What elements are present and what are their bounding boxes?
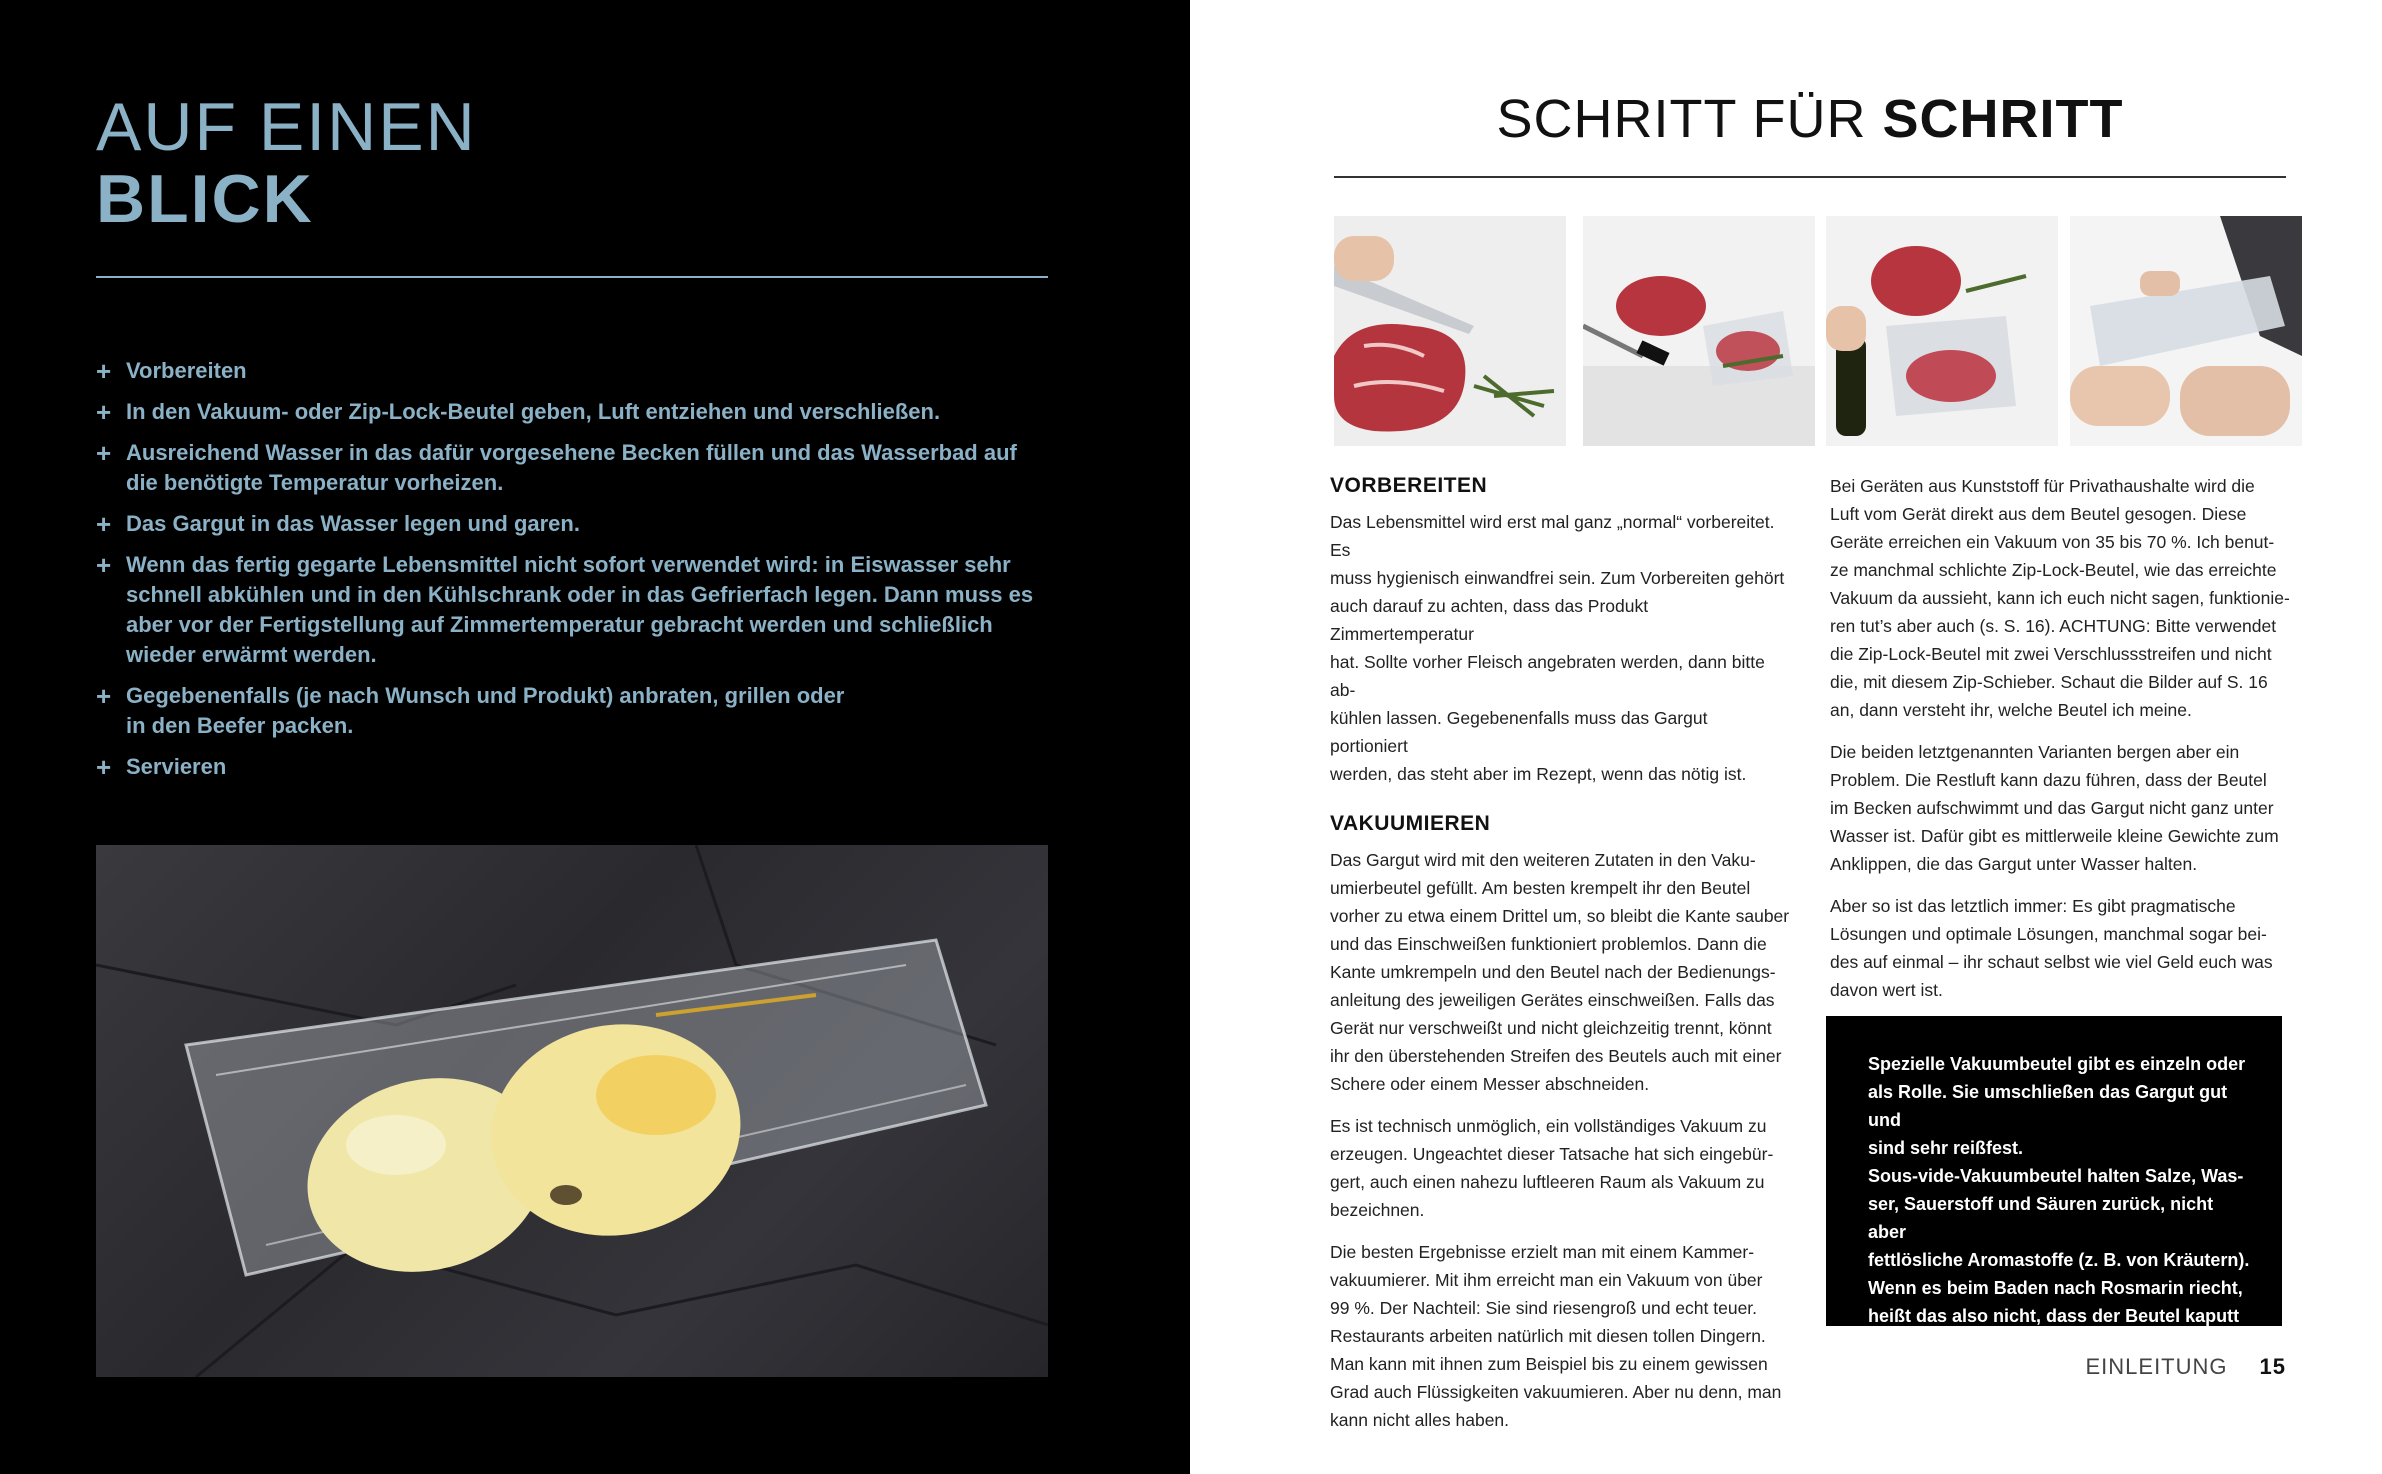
section-name: EINLEITUNG (2085, 1354, 2228, 1379)
text-column-2 (1830, 472, 2290, 1018)
steps-summary-list (96, 356, 1056, 793)
text-column-1 (1330, 472, 1790, 1448)
paragraph: Es ist technisch unmöglich, ein vollständiges Vakuum zu erzeugen. Ungeachtet dieser Tatsache hat sich eingebür- gert, auch einen nahezu luftleeren Raum als Vakuum zu bezeichnen. (1330, 1116, 1774, 1220)
left-page (0, 0, 1190, 1474)
summary-item: + Das Gargut in das Wasser legen und garen. (96, 509, 580, 539)
heading-vorbereiten: VORBEREITEN (1330, 474, 1488, 497)
summary-item: + Gegebenenfalls (je nach Wunsch und Produkt) anbraten, grillen oder in den Beefer packen. (96, 681, 845, 738)
plus-icon: + (96, 509, 112, 539)
plus-icon: + (96, 438, 112, 468)
paragraph: Die beiden letztgenannten Varianten bergen aber ein Problem. Die Restluft kann dazu führen, dass der Beutel im Becken aufschwimmt und das Gargut nicht ganz unter Wasser ist. Dafür gibt es mittlerweile kleine Gewichte zum Anklippen, die das Gargut unter Wasser halten. (1830, 742, 2279, 874)
paragraph: Die besten Ergebnisse erzielt man mit einem Kammer- vakuumierer. Mit ihm erreicht man ein Vakuum von über 99 %. Der Nachteil: Sie sind riesengroß und echt teuer. Restaurants arbeiten natürlich mit diesen tollen Dingern. Man kann mit ihnen zum Beispiel bis zu einem gewissen Grad auch Flüssigkeiten vakuumieren. Aber nu denn, man kann nicht alles haben. (1330, 1242, 1782, 1430)
step-photo-adding-oil (1826, 216, 2058, 446)
plus-icon: + (96, 681, 112, 711)
summary-item: + Servieren (96, 752, 227, 782)
right-title: SCHRITT FÜR SCHRITT (1496, 89, 2124, 149)
paragraph: Das Lebensmittel wird erst mal ganz „normal“ vorbereitet. Es muss hygienisch einwandfrei sein. Zum Vorbereiten gehört auch darauf zu achten, dass das Produkt Zimmertemperatur hat. Sollte vorher Fleisch angebraten werden, dann bitte ab- kühlen lassen. Gegebenenfalls muss das Gargut portioniert werden, das steht aber im Rezept, wenn das nötig ist. (1330, 512, 1785, 784)
info-box: Spezielle Vakuumbeutel gibt es einzeln oder als Rolle. Sie umschließen das Gargut gut und sind sehr reißfest. Sous-vide-Vakuumbeutel halten Salze, Was- ser, Sauerstoff und Säuren zurück, nicht aber fettlösliche Aromastoffe (z. B. von Kräutern). Wenn es beim Baden nach Rosmarin riecht, heißt das also nicht, dass der Beutel kaputt ist. (1826, 1016, 2282, 1326)
plus-icon: + (96, 550, 112, 580)
paragraph: Bei Geräten aus Kunststoff für Privathaushalte wird die Luft vom Gerät direkt aus dem Beutel gesogen. Diese Geräte erreichen ein Vakuum von 35 bis 70 %. Ich benut- ze manchmal schlichte Zip-Lock-Beutel, wie das erreichte Vakuum da aussieht, kann ich euch nicht sagen, funktionie- ren tut’s aber auch (s. S. 16). ACHTUNG: Bitte verwendet die Zip-Lock-Beutel mit zwei Verschlussstreifen und nicht die, mit diesem Zip-Schieber. Schaut die Bilder auf S. 16 an, dann versteht ihr, welche Beutel ich meine. (1830, 476, 2290, 720)
plus-icon: + (96, 356, 112, 386)
left-title-rule (96, 276, 1048, 278)
summary-item: + In den Vakuum- oder Zip-Lock-Beutel geben, Luft entziehen und verschließen. (96, 397, 941, 427)
paragraph: Das Gargut wird mit den weiteren Zutaten in den Vaku- umierbeutel gefüllt. Am besten krempelt ihr den Beutel vorher zu etwa einem Drittel um, so bleibt die Kante sauber und das Einschweißen funktioniert problemlos. Dann die Kante umkrempeln und den Beutel nach der Bedienungs- anleitung des jeweiligen Gerätes einschweißen. Falls das Gerät nur verschweißt und nicht gleichzeitig trennt, könnt ihr den überstehenden Streifen des Beutels auch mit einer Schere oder einem Messer abschneiden. (1330, 850, 1790, 1094)
summary-item: + Wenn das fertig gegarte Lebensmittel nicht sofort verwendet wird: in Eiswasser sehr schnell abkühlen und in den Kühlschrank oder in das Gefrierfach legen. Dann muss es aber vor der Fertigstellung auf Zimmertemperatur gebracht werden und schließlich wieder erwärmt werden. (96, 550, 1034, 667)
summary-item: + Vorbereiten (96, 356, 247, 386)
step-photo-cutting-meat (1334, 216, 1566, 446)
right-title-rule (1334, 176, 2286, 178)
vacuum-bag-photo (96, 845, 1048, 1377)
step-photo-steak-and-bag (1583, 216, 1815, 446)
paragraph: Aber so ist das letztlich immer: Es gibt pragmatische Lösungen und optimale Lösungen, manchmal sogar bei- des auf einmal – ihr schaut selbst wie viel Geld euch was davon wert ist. (1830, 896, 2273, 1000)
heading-vakuumieren: VAKUUMIEREN (1330, 812, 1491, 835)
step-photo-sealing-bag (2070, 216, 2302, 446)
plus-icon: + (96, 397, 112, 427)
plus-icon: + (96, 752, 112, 782)
left-title-bold: BLICK (96, 161, 314, 237)
page-footer (2085, 1354, 2286, 1380)
vacuum-bag-illustration (96, 845, 1048, 1377)
left-title-light: AUF EINEN (96, 89, 477, 165)
summary-item: + Ausreichend Wasser in das dafür vorgesehene Becken füllen und das Wasserbad auf die benötigte Temperatur vorheizen. (96, 438, 1017, 495)
page-number: 15 (2259, 1354, 2286, 1379)
